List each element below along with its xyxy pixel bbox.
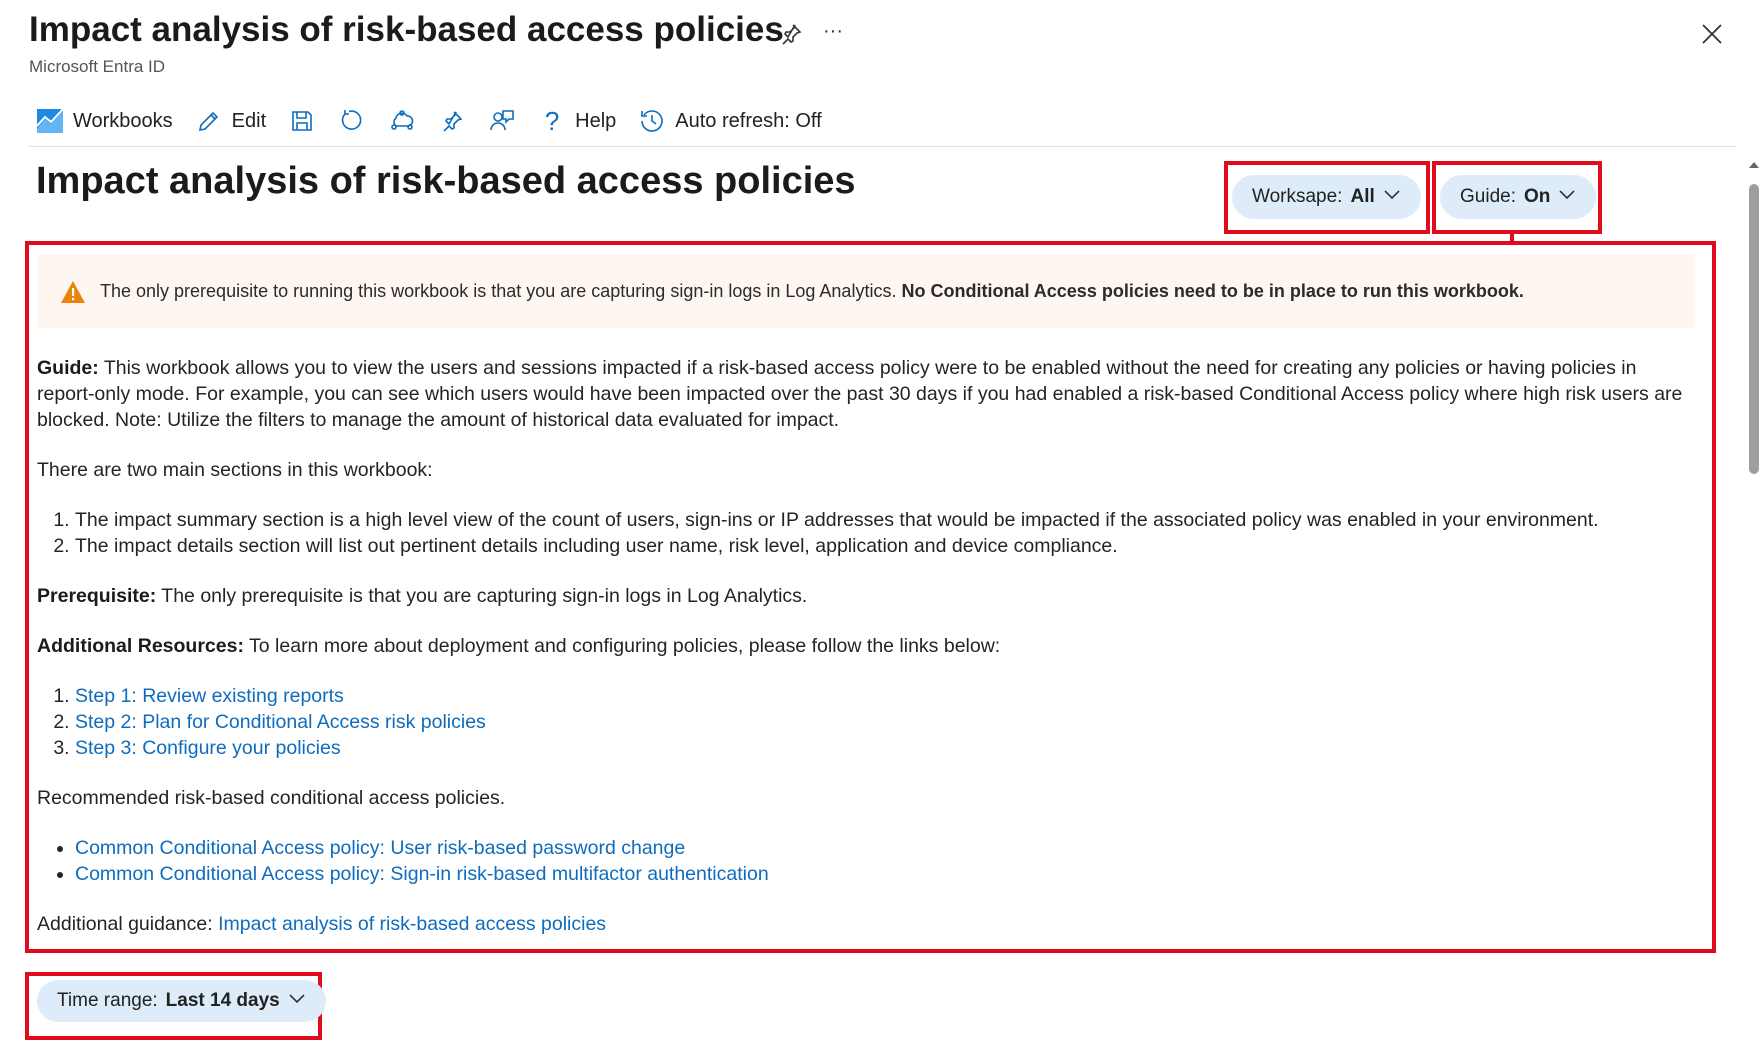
additional-guidance-paragraph — [37, 911, 1699, 937]
warning-icon — [60, 280, 86, 304]
history-icon — [638, 107, 666, 135]
list-item — [75, 709, 1699, 735]
edit-icon — [195, 107, 223, 135]
guide-param-label: Guide: — [1460, 186, 1516, 207]
guide-paragraph — [37, 355, 1699, 433]
prerequisite-warning-banner — [38, 255, 1695, 328]
refresh-button[interactable] — [338, 107, 366, 135]
workbooks-button[interactable] — [36, 107, 173, 135]
workspace-dropdown[interactable] — [1232, 175, 1421, 219]
step-1-link[interactable]: Step 1: Review existing reports — [75, 685, 344, 707]
additional-guidance-label: Additional guidance: — [37, 913, 213, 935]
prerequisite-text: The only prerequisite is that you are capturing sign-in logs in Log Analytics. — [161, 585, 808, 607]
warning-bold-text: No Conditional Access policies need to be in place to run this workbook. — [901, 281, 1524, 301]
share-icon — [388, 107, 416, 135]
resources-label: Additional Resources: — [37, 635, 244, 657]
auto-refresh-label: Auto refresh: Off — [675, 109, 822, 132]
guide-content — [37, 355, 1699, 961]
help-label: Help — [575, 109, 617, 132]
chevron-down-icon — [1558, 185, 1576, 209]
workbooks-icon — [36, 107, 64, 135]
toolbar — [36, 100, 844, 142]
list-item — [75, 835, 1699, 861]
share-button[interactable] — [388, 107, 416, 135]
mfa-policy-link[interactable]: Common Conditional Access policy: Sign-in risk-based multifactor authentication — [75, 863, 769, 885]
close-icon[interactable] — [1696, 18, 1728, 50]
list-item — [75, 861, 1699, 887]
step-3-link[interactable]: Step 3: Configure your policies — [75, 737, 341, 759]
recommended-intro: Recommended risk-based conditional access policies. — [37, 787, 506, 809]
workbook-title: Impact analysis of risk-based access policies — [36, 160, 856, 202]
help-button[interactable] — [538, 107, 616, 135]
timerange-value: Last 14 days — [165, 990, 280, 1011]
save-button[interactable] — [288, 107, 316, 135]
workspace-value: All — [1350, 186, 1375, 207]
edit-button[interactable] — [195, 107, 266, 135]
toolbar-divider — [29, 146, 1736, 147]
save-icon — [288, 107, 316, 135]
edit-label: Edit — [231, 109, 267, 132]
guide-text: This workbook allows you to view the users and sessions impacted if a risk-based access policy were to be enabled without the need for creating any policies or having policies in report-only mode. For example, you can see which users would have been impacted over the past 30 days if you had enabled a risk-based Conditional Access policy where high risk users are blocked. Note: Utilize the filters to manage the amount of historical data evaluated for impact. — [37, 357, 1683, 431]
help-icon: ? — [544, 105, 560, 136]
timerange-dropdown[interactable] — [37, 980, 326, 1022]
workbooks-label: Workbooks — [73, 109, 173, 132]
blade-subtitle: Microsoft Entra ID — [29, 57, 166, 76]
scrollbar-thumb[interactable] — [1749, 184, 1759, 474]
pin-icon[interactable] — [776, 19, 806, 49]
guide-param-value: On — [1523, 186, 1551, 207]
additional-guidance-link[interactable]: Impact analysis of risk-based access policies — [218, 913, 607, 935]
resources-paragraph — [37, 633, 1699, 659]
resources-text: To learn more about deployment and configuring policies, please follow the links below: — [249, 635, 1001, 657]
steps-list — [37, 683, 1699, 761]
refresh-icon — [338, 107, 366, 135]
feedback-button[interactable] — [488, 107, 516, 135]
pin-dashboard-button[interactable] — [438, 107, 466, 135]
scroll-up-arrow-icon[interactable] — [1747, 158, 1761, 172]
blade-title: Impact analysis of risk-based access policies — [29, 10, 784, 49]
list-item: 1. The impact summary section is a high level view of the count of users, sign-ins or IP addresses that would be impacted if the associated policy was enabled in your environment. — [75, 507, 1699, 533]
step-2-link[interactable]: Step 2: Plan for Conditional Access risk policies — [75, 711, 486, 733]
warning-text: The only prerequisite to running this workbook is that you are capturing sign-in logs in Log Analytics. — [100, 281, 897, 301]
pin-icon — [438, 107, 466, 135]
prerequisite-paragraph — [37, 583, 1699, 609]
timerange-label: Time range: — [57, 990, 158, 1011]
guide-label: Guide: — [37, 357, 99, 379]
more-options-button[interactable]: ··· — [823, 19, 843, 42]
feedback-icon — [488, 107, 516, 135]
auto-refresh-button[interactable] — [638, 107, 821, 135]
sections-list — [37, 507, 1699, 559]
prerequisite-label: Prerequisite: — [37, 585, 157, 607]
recommended-list — [37, 835, 1699, 887]
list-item: 2. The impact details section will list out pertinent details including user name, risk level, application and device compliance. — [75, 533, 1699, 559]
guide-dropdown[interactable] — [1440, 175, 1596, 219]
list-item — [75, 683, 1699, 709]
workspace-label: Worksape: — [1252, 186, 1343, 207]
chevron-down-icon — [1383, 185, 1401, 209]
password-change-policy-link[interactable]: Common Conditional Access policy: User risk-based password change — [75, 837, 686, 859]
list-item — [75, 735, 1699, 761]
chevron-down-icon — [288, 989, 306, 1013]
sections-intro: There are two main sections in this workbook: — [37, 459, 433, 481]
